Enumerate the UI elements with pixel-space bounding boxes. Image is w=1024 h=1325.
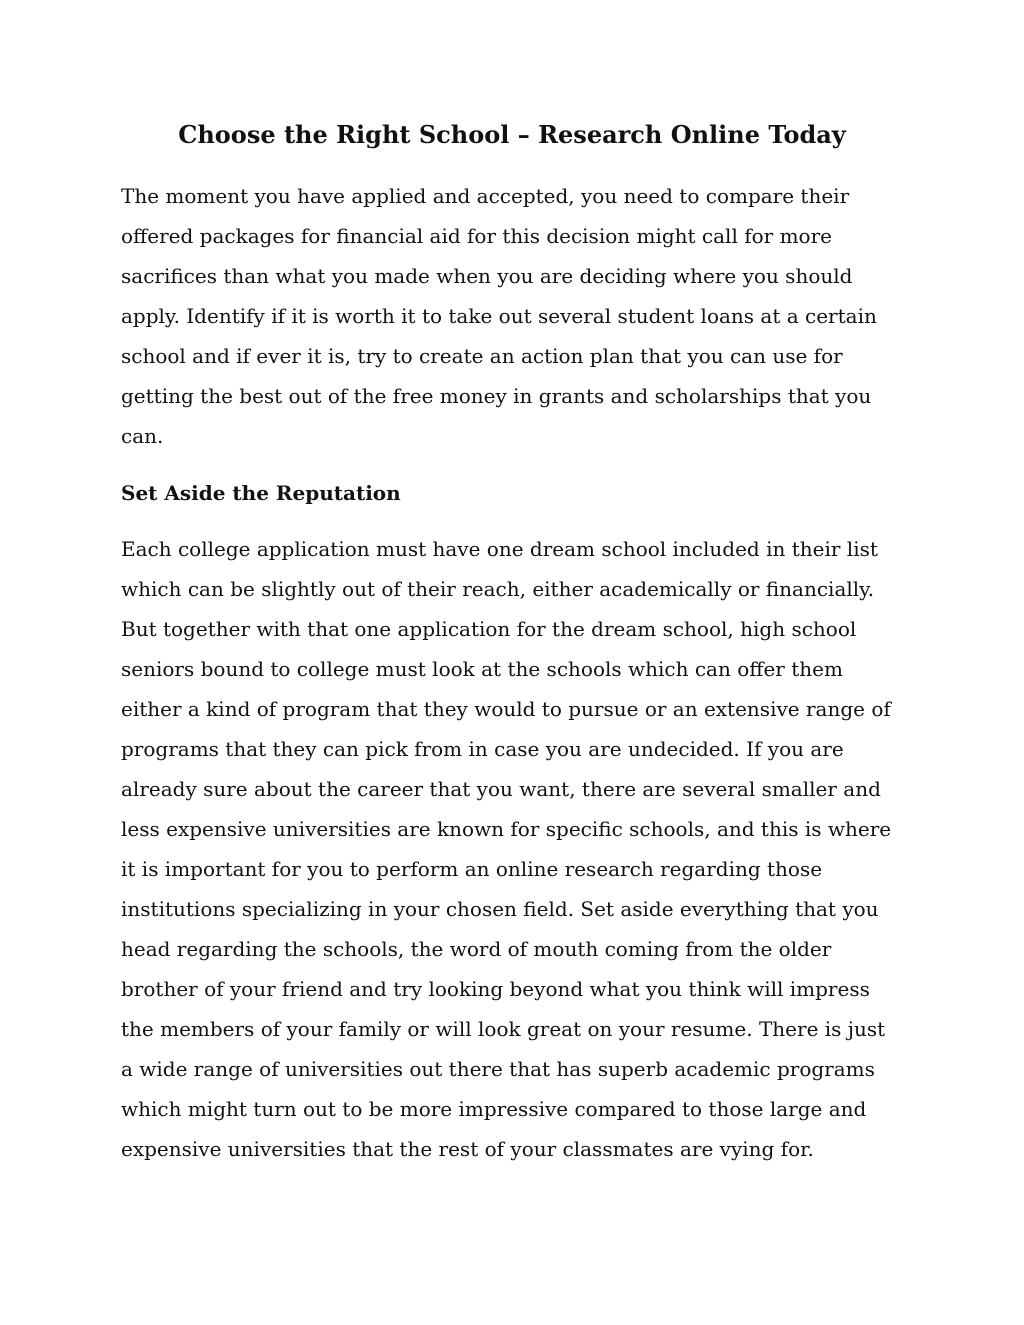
paragraph-line: apply. Identify if it is worth it to take out several student loans at a certain xyxy=(121,304,877,328)
paragraph-line: getting the best out of the free money in grants and scholarships that you xyxy=(121,384,872,408)
section-heading: Set Aside the Reputation xyxy=(121,481,401,505)
paragraph-line: offered packages for financial aid for this decision might call for more xyxy=(121,224,832,248)
paragraph-line: The moment you have applied and accepted, you need to compare their xyxy=(121,184,850,208)
paragraph-line: which might turn out to be more impressive compared to those large and xyxy=(121,1097,867,1121)
paragraph-reputation xyxy=(121,529,903,1169)
paragraph-line: brother of your friend and try looking beyond what you think will impress xyxy=(121,977,870,1001)
paragraph-line: which can be slightly out of their reach, either academically or financially. xyxy=(121,577,875,601)
paragraph-line: the members of your family or will look great on your resume. There is just xyxy=(121,1017,886,1041)
paragraph-line: programs that they can pick from in case you are undecided. If you are xyxy=(121,737,844,761)
paragraph-line: either a kind of program that they would to pursue or an extensive range of xyxy=(121,697,891,721)
paragraph-line: seniors bound to college must look at the schools which can offer them xyxy=(121,657,843,681)
paragraph-line: institutions specializing in your chosen field. Set aside everything that you xyxy=(121,897,879,921)
paragraph-line: already sure about the career that you want, there are several smaller and xyxy=(121,777,881,801)
paragraph-line: less expensive universities are known for specific schools, and this is where xyxy=(121,817,892,841)
document-title: Choose the Right School – Research Online Today xyxy=(178,120,846,149)
paragraph-line: it is important for you to perform an online research regarding those xyxy=(121,857,823,881)
paragraph-line: can. xyxy=(121,424,164,448)
paragraph-line: school and if ever it is, try to create an action plan that you can use for xyxy=(121,344,843,368)
paragraph-line: expensive universities that the rest of your classmates are vying for. xyxy=(121,1137,814,1161)
paragraph-line: sacrifices than what you made when you are deciding where you should xyxy=(121,264,853,288)
paragraph-line: a wide range of universities out there that has superb academic programs xyxy=(121,1057,875,1081)
paragraph-intro xyxy=(121,176,903,456)
paragraph-line: head regarding the schools, the word of mouth coming from the older xyxy=(121,937,832,961)
paragraph-line: Each college application must have one dream school included in their list xyxy=(121,537,878,561)
paragraph-line: But together with that one application for the dream school, high school xyxy=(121,617,857,641)
